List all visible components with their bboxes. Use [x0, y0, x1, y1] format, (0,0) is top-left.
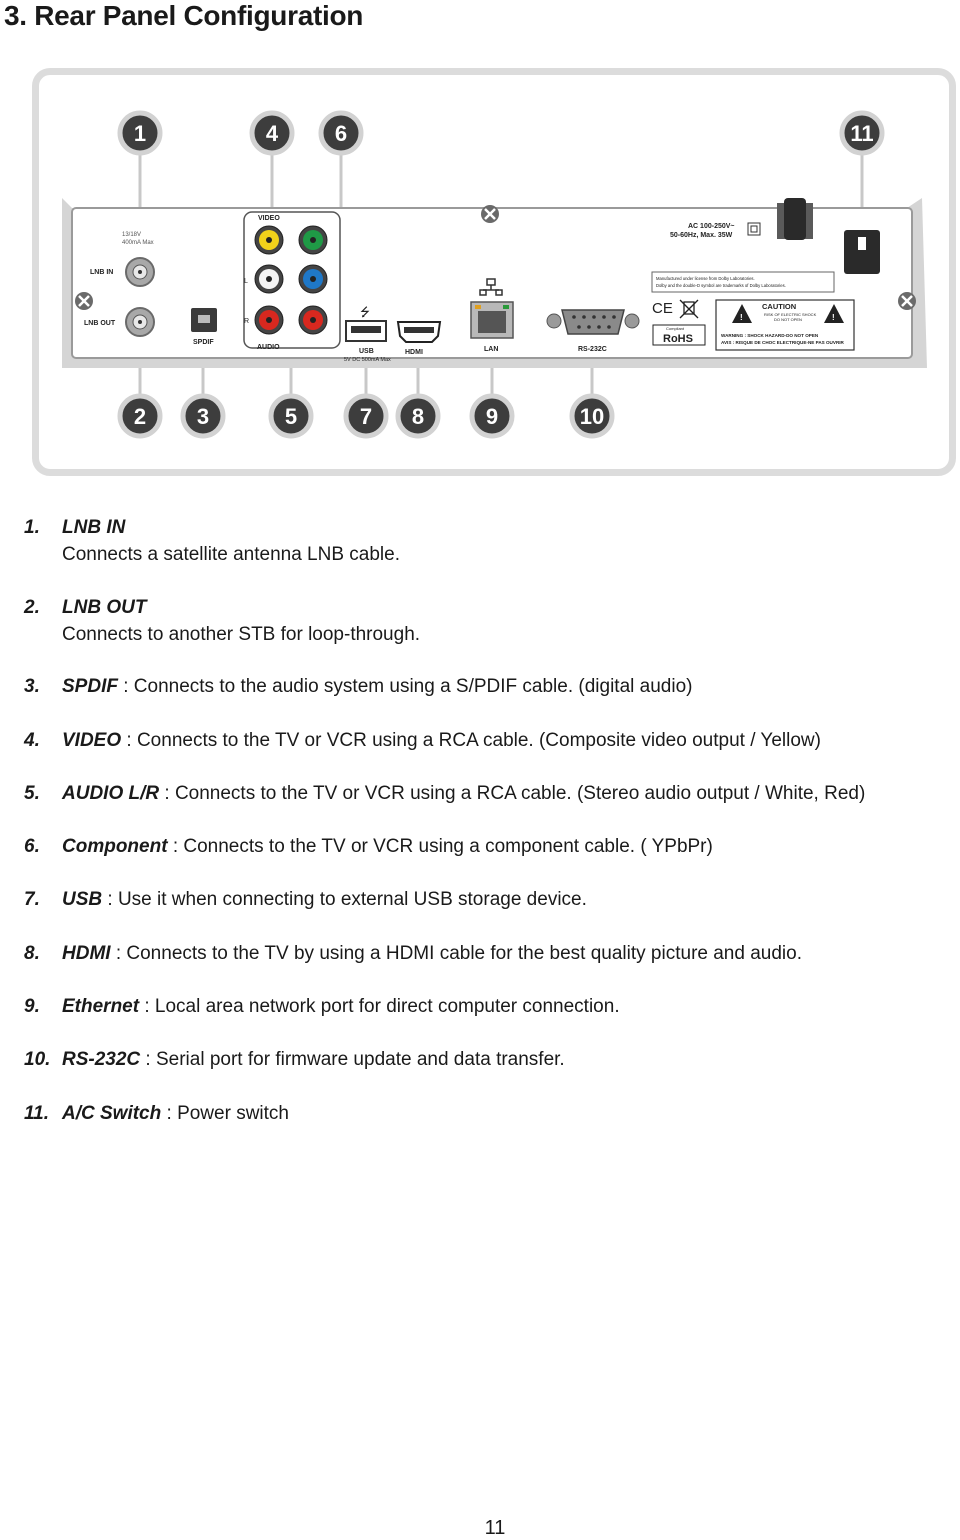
item-description: : Connects to the TV or VCR using a RCA cable. (Composite video output / Yellow) [121, 730, 821, 751]
callout-badge-10 [572, 396, 612, 436]
callout-badge-11 [842, 113, 882, 153]
item-number: 8. [24, 943, 40, 964]
callout-badge-8 [398, 396, 438, 436]
item-number: 3. [24, 676, 40, 697]
item-name: Ethernet [62, 996, 140, 1017]
svg-text:1: 1 [133, 121, 147, 146]
callout-badge-4 [252, 113, 292, 153]
svg-text:DO NOT OPEN: DO NOT OPEN [774, 317, 802, 322]
svg-text:USB: USB [359, 348, 374, 355]
svg-text:R: R [244, 318, 250, 325]
item-description: : Connects to the TV or VCR using a RCA cable. (Stereo audio output / White, Red) [159, 783, 866, 804]
item-name: VIDEO [62, 730, 122, 751]
item-name: Component [62, 836, 168, 857]
svg-text:CAUTION: CAUTION [762, 302, 797, 311]
svg-text:11: 11 [850, 121, 874, 146]
svg-text:!: ! [740, 313, 743, 322]
item-description: : Serial port for firmware update and data transfer. [140, 1049, 565, 1070]
svg-text:VIDEO: VIDEO [258, 215, 280, 222]
svg-text:Compliant: Compliant [666, 326, 685, 331]
svg-text:RISK OF ELECTRIC SHOCK: RISK OF ELECTRIC SHOCK [764, 312, 817, 317]
item-description: : Connects to the audio system using a S/PDIF cable. (digital audio) [117, 676, 693, 697]
svg-text:RS-232C: RS-232C [578, 346, 607, 353]
svg-text:LNB IN: LNB IN [90, 269, 114, 276]
item-description: : Local area network port for direct computer connection. [139, 996, 620, 1017]
item-number: 10. [24, 1049, 51, 1070]
svg-text:400mA Max: 400mA Max [122, 240, 154, 246]
item-number: 11. [24, 1103, 50, 1124]
item-name: AUDIO L/R [62, 783, 160, 804]
svg-text:9: 9 [485, 404, 499, 429]
item-number: 2. [24, 597, 40, 618]
svg-text:LNB OUT: LNB OUT [84, 320, 116, 327]
item-description: Connects to another STB for loop-through. [62, 624, 421, 645]
svg-text:CE: CE [652, 300, 673, 317]
item-description: : Connects to the TV by using a HDMI cable for the best quality picture and audio. [110, 943, 802, 964]
spdif-port [191, 308, 217, 346]
item-name: RS-232C [62, 1049, 141, 1070]
svg-text:RoHS: RoHS [663, 333, 693, 345]
svg-text:AC 100-250V~: AC 100-250V~ [688, 223, 735, 230]
item-name: USB [62, 889, 103, 910]
page-number: 11 [484, 1517, 506, 1539]
item-name: SPDIF [62, 676, 118, 697]
svg-text:Dolby and the double-D symbol: Dolby and the double-D symbol are trademarks of Dolby Laboratories. [656, 283, 786, 288]
item-name: HDMI [62, 943, 111, 964]
callout-badge-2 [120, 396, 160, 436]
svg-text:L: L [244, 278, 248, 285]
page-title: 3. Rear Panel Configuration [4, 0, 364, 31]
svg-text:AUDIO: AUDIO [257, 344, 280, 351]
callout-badge-3 [183, 396, 223, 436]
callout-badge-1 [120, 113, 160, 153]
svg-text:LAN: LAN [484, 346, 499, 353]
svg-text:HDMI: HDMI [405, 349, 423, 356]
item-description: Connects a satellite antenna LNB cable. [62, 544, 400, 565]
item-name: LNB OUT [62, 597, 147, 618]
rear-panel-illustration [32, 68, 956, 476]
svg-text:6: 6 [334, 121, 348, 146]
item-description: : Connects to the TV or VCR using a component cable. ( YPbPr) [167, 836, 713, 857]
svg-text:7: 7 [359, 404, 373, 429]
item-name: A/C Switch [62, 1103, 162, 1124]
item-name: LNB IN [62, 517, 126, 538]
item-number: 4. [24, 730, 40, 751]
callout-badge-9 [472, 396, 512, 436]
caution-label [716, 300, 854, 350]
item-number: 1. [24, 517, 40, 538]
svg-text:SPDIF: SPDIF [193, 339, 214, 346]
svg-text:⭍: ⭍ [360, 305, 370, 319]
svg-text:2: 2 [133, 404, 147, 429]
callout-badge-7 [346, 396, 386, 436]
svg-text:!: ! [832, 313, 835, 322]
item-number: 7. [24, 889, 40, 910]
svg-text:5: 5 [284, 404, 298, 429]
item-number: 5. [24, 783, 40, 804]
svg-text:4: 4 [265, 121, 279, 146]
callout-badge-5 [271, 396, 311, 436]
item-description: : Power switch [161, 1103, 289, 1124]
svg-text:10: 10 [579, 404, 605, 429]
svg-text:Manufactured under license fro: Manufactured under license from Dolby Laboratories. [656, 276, 755, 281]
svg-text:8: 8 [411, 404, 425, 429]
rear-panel-diagram [32, 68, 956, 476]
item-number: 9. [24, 996, 40, 1017]
svg-text:3: 3 [196, 404, 210, 429]
svg-text:5V DC 500mA Max: 5V DC 500mA Max [344, 357, 391, 363]
item-number: 6. [24, 836, 40, 857]
dolby-notice [652, 272, 834, 292]
svg-text:50-60Hz, Max. 35W: 50-60Hz, Max. 35W [670, 232, 733, 239]
callout-badge-6 [321, 113, 361, 153]
svg-text:AVIS : RISQUE DE CHOC ELECTRIQ: AVIS : RISQUE DE CHOC ELECTRIQUE-NE PAS OUVRIR [721, 340, 844, 345]
svg-text:WARNING : SHOCK HAZARD-DO NOT: WARNING : SHOCK HAZARD-DO NOT OPEN [721, 333, 819, 338]
svg-text:13/18V: 13/18V [122, 232, 142, 238]
item-description: : Use it when connecting to external USB storage device. [102, 889, 587, 910]
